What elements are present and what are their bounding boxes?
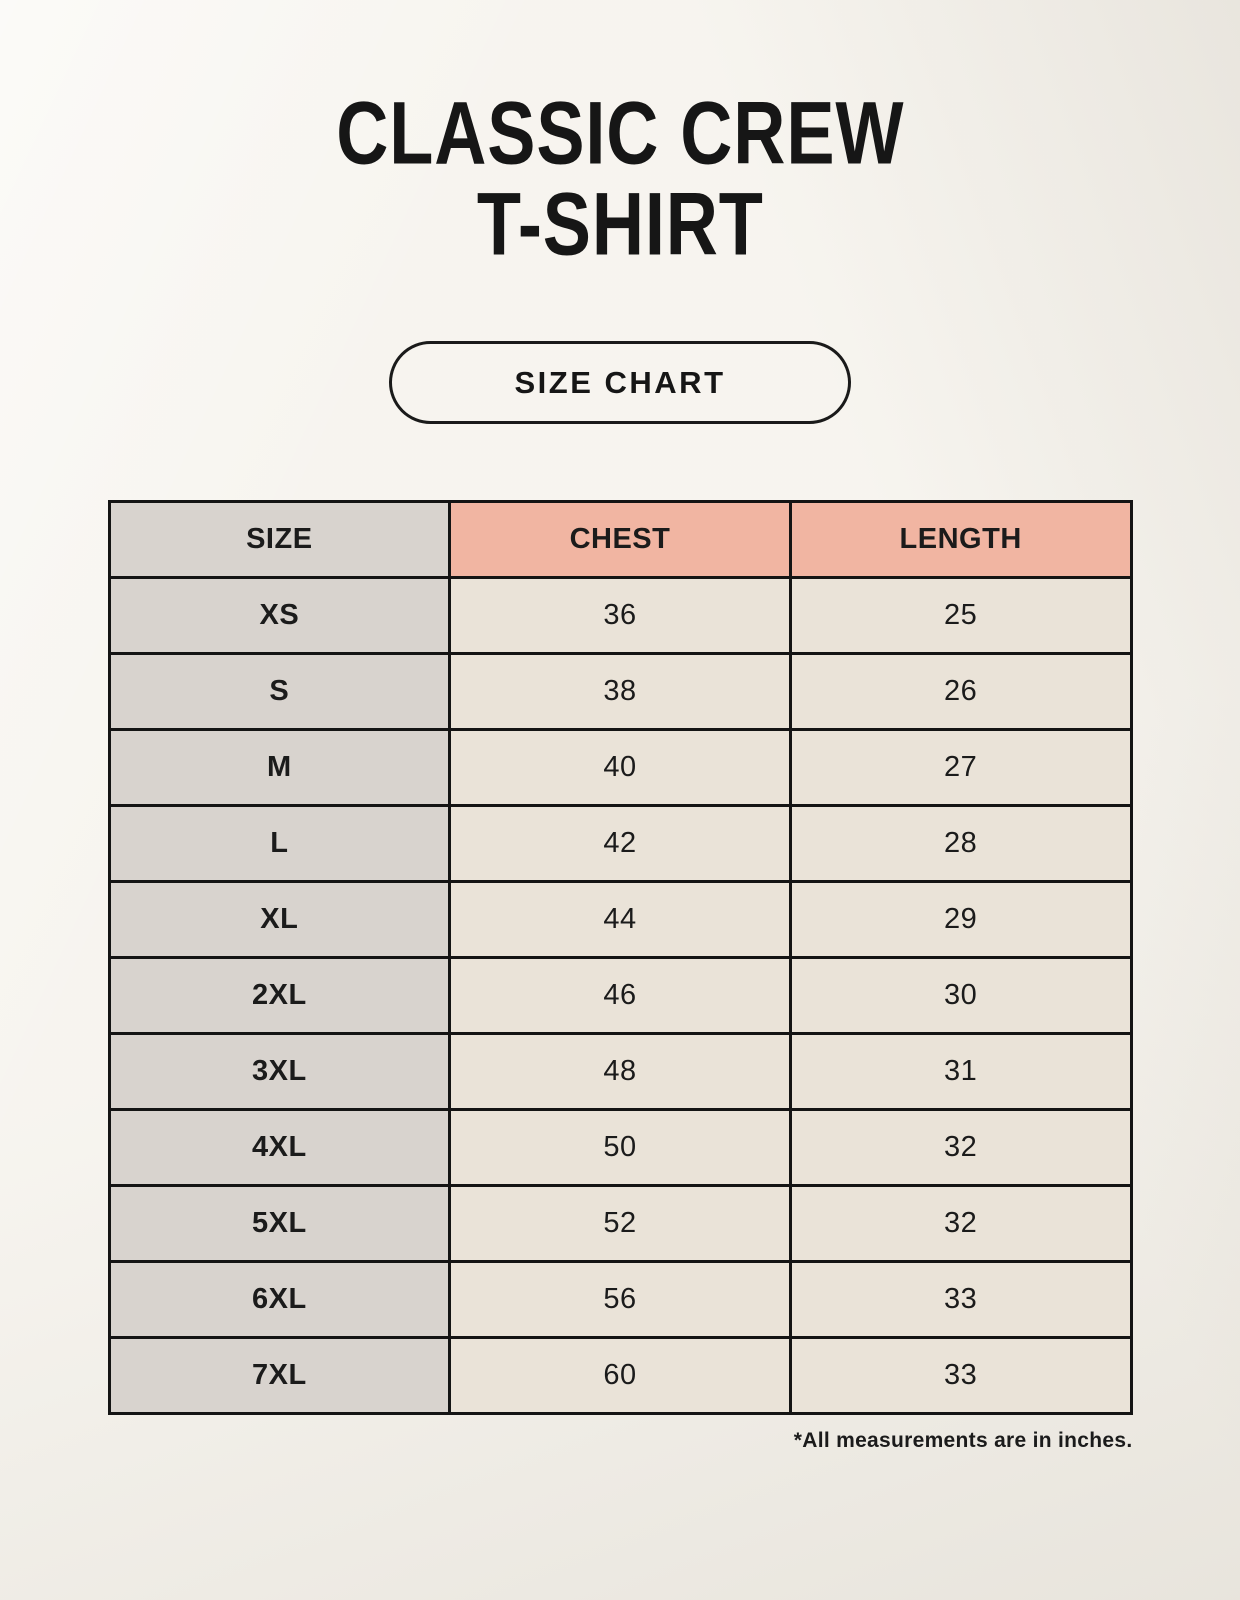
table-row bbox=[109, 578, 1131, 654]
table-row bbox=[109, 1186, 1131, 1262]
size-cell: 5XL bbox=[109, 1186, 450, 1262]
length-cell: 33 bbox=[790, 1338, 1131, 1414]
column-header-size: SIZE bbox=[109, 502, 450, 578]
chest-cell: 48 bbox=[450, 1034, 791, 1110]
chest-cell: 46 bbox=[450, 958, 791, 1034]
table-row bbox=[109, 1338, 1131, 1414]
size-cell: 7XL bbox=[109, 1338, 450, 1414]
length-cell: 30 bbox=[790, 958, 1131, 1034]
chest-cell: 36 bbox=[450, 578, 791, 654]
length-cell: 26 bbox=[790, 654, 1131, 730]
table-row bbox=[109, 806, 1131, 882]
size-table-body bbox=[109, 578, 1131, 1414]
size-cell: M bbox=[109, 730, 450, 806]
chest-cell: 42 bbox=[450, 806, 791, 882]
table-row bbox=[109, 958, 1131, 1034]
chest-cell: 50 bbox=[450, 1110, 791, 1186]
chest-cell: 60 bbox=[450, 1338, 791, 1414]
measurements-footnote: *All measurements are in inches. bbox=[793, 1429, 1133, 1453]
size-cell: XL bbox=[109, 882, 450, 958]
table-row bbox=[109, 1110, 1131, 1186]
page-title-line-2: T-SHIRT bbox=[476, 173, 764, 274]
size-cell: 3XL bbox=[109, 1034, 450, 1110]
chest-cell: 38 bbox=[450, 654, 791, 730]
length-cell: 33 bbox=[790, 1262, 1131, 1338]
page-title-line-1: CLASSIC CREW bbox=[335, 82, 905, 183]
length-cell: 29 bbox=[790, 882, 1131, 958]
column-header-chest: CHEST bbox=[450, 502, 791, 578]
page-title bbox=[335, 82, 905, 274]
chest-cell: 44 bbox=[450, 882, 791, 958]
size-table bbox=[108, 500, 1133, 1415]
chest-cell: 40 bbox=[450, 730, 791, 806]
size-cell: 6XL bbox=[109, 1262, 450, 1338]
length-cell: 32 bbox=[790, 1186, 1131, 1262]
length-cell: 31 bbox=[790, 1034, 1131, 1110]
table-row bbox=[109, 1262, 1131, 1338]
table-row bbox=[109, 730, 1131, 806]
length-cell: 28 bbox=[790, 806, 1131, 882]
length-cell: 25 bbox=[790, 578, 1131, 654]
size-cell: S bbox=[109, 654, 450, 730]
column-header-length: LENGTH bbox=[790, 502, 1131, 578]
size-cell: XS bbox=[109, 578, 450, 654]
size-cell: 2XL bbox=[109, 958, 450, 1034]
chest-cell: 56 bbox=[450, 1262, 791, 1338]
table-row bbox=[109, 1034, 1131, 1110]
table-row bbox=[109, 654, 1131, 730]
size-table-container bbox=[108, 500, 1133, 1415]
length-cell: 27 bbox=[790, 730, 1131, 806]
size-cell: L bbox=[109, 806, 450, 882]
table-row bbox=[109, 882, 1131, 958]
size-chart-button[interactable] bbox=[389, 341, 851, 424]
table-header-row bbox=[109, 502, 1131, 578]
chest-cell: 52 bbox=[450, 1186, 791, 1262]
size-chart-button-label: SIZE CHART bbox=[514, 364, 726, 400]
size-cell: 4XL bbox=[109, 1110, 450, 1186]
length-cell: 32 bbox=[790, 1110, 1131, 1186]
